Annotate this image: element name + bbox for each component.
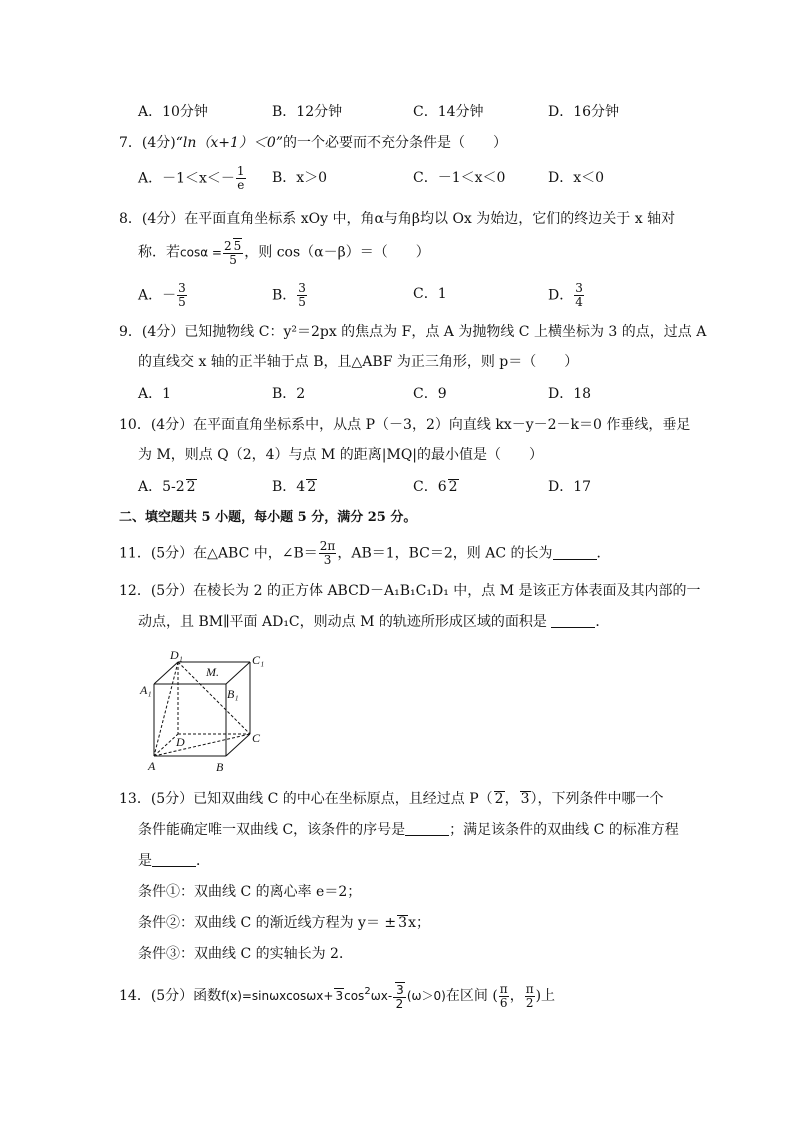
fraction-numerator	[223, 238, 243, 254]
edge-b1-c1	[226, 662, 250, 684]
q7-option-d: D．x＜0	[548, 170, 605, 186]
fraction-denominator: 5	[178, 295, 186, 309]
q14-func-fraction	[393, 982, 406, 1011]
q12-answer-blank	[551, 613, 595, 628]
fraction-numerator: π	[499, 981, 508, 996]
q10-option-a-radical: 2	[186, 479, 196, 495]
q13-line1	[119, 789, 664, 809]
q14-func-part-c: ωx-	[370, 989, 393, 1003]
q8-line2-pre: 称．若	[138, 244, 180, 261]
q13-line1-post: ），下列条件中哪一个	[530, 791, 664, 807]
fraction-numerator: 3	[575, 281, 583, 295]
q10-option-b	[272, 477, 317, 497]
q8-option-d	[548, 282, 585, 309]
q13-condition-2	[138, 913, 430, 933]
q11-post: ，AB＝1，BC＝2，则 AC 的长为	[337, 545, 553, 562]
q8-option-d-label: D．	[548, 287, 574, 304]
q13-line2	[138, 820, 679, 840]
edge-b-c	[226, 734, 250, 756]
q7-condition: “ln（x+1）＜0”	[175, 135, 283, 151]
q8-num-coef: 2	[223, 239, 232, 253]
q14-func-exponent: 2	[364, 986, 371, 997]
q10-line2: 为 M，则点 Q（2，4）与点 M 的距离|MQ|的最小值是（ ）	[138, 447, 544, 463]
q13-cond2-pre: 条件②：双曲线 C 的渐近线方程为 y＝ ±	[138, 915, 397, 931]
q11-pre: 11．(5分）在△ABC 中，∠B＝	[119, 545, 318, 562]
q14-function	[221, 983, 446, 1011]
diag-a-c	[154, 734, 250, 756]
q8-cos-fraction	[223, 238, 243, 267]
label-m: M.	[206, 665, 219, 679]
q6-option-a: A．10分钟	[138, 104, 208, 120]
q14-stem	[119, 982, 555, 1011]
edge-a-d	[154, 734, 178, 756]
q13-line2-pre: 条件能确定唯一双曲线 C，该条件的序号是	[138, 822, 406, 838]
q11-end: ．	[596, 545, 611, 562]
q9-option-b: B．2	[272, 386, 306, 402]
q8-option-b-fraction	[297, 282, 307, 309]
fraction-denominator: 2	[395, 997, 404, 1011]
fraction-numerator: 2π	[319, 539, 336, 553]
q8-num-radical: 5	[233, 239, 242, 253]
q7-option-a-fraction	[236, 165, 246, 192]
q6-option-b: B．12分钟	[272, 104, 343, 120]
q14-func-radical: 3	[335, 989, 344, 1003]
q8-option-c: C．1	[413, 286, 447, 302]
label-c1: C₁	[252, 653, 265, 667]
q13-blank-2	[152, 852, 196, 867]
q9-line2: 的直线交 x 轴的正半轴于点 B，且△ABF 为正三角形，则 p＝（ ）	[138, 354, 579, 370]
q6-option-d: D．16分钟	[548, 104, 620, 120]
q7-option-b: B．x＞0	[272, 170, 328, 186]
q11-answer-blank	[553, 545, 597, 560]
q10-option-a-label: A．5-2	[138, 479, 185, 495]
fraction-numerator: 3	[298, 281, 306, 295]
q12-line2-text: 动点，且 BM∥平面 AD₁C，则动点 M 的轨迹所形成区域的面积是	[138, 614, 547, 630]
q8-option-a-fraction	[177, 282, 187, 309]
q13-condition-1: 条件①：双曲线 C 的离心率 e＝2；	[138, 884, 362, 900]
q12-line1: 12．(5分）在棱长为 2 的正方体 ABCD－A₁B₁C₁D₁ 中，点 M 是该正方体表面及其内部的一	[119, 583, 701, 599]
q10-option-c-label: C．6	[413, 479, 447, 495]
cube-figure	[138, 646, 278, 776]
label-b: B	[216, 760, 224, 774]
q14-func-part-b: cos	[344, 989, 365, 1003]
fraction-numerator: 1	[236, 164, 245, 178]
label-d1: D₁	[170, 648, 183, 662]
diag-d1-a	[154, 662, 178, 756]
q7-stem	[119, 133, 507, 153]
q9-option-a: A．1	[138, 386, 172, 402]
q10-option-d: D．17	[548, 479, 592, 495]
q13-line3	[138, 851, 210, 871]
q13-blank-1	[405, 821, 449, 836]
q8-option-a-label: A．－	[138, 287, 177, 304]
q13-line2-post: ；满足该条件的双曲线 C 的标准方程	[449, 822, 679, 838]
section-heading: 二、填空题共 5 小题，每小题 5 分，满分 25 分。	[119, 510, 417, 525]
q7-number: 7．(4分)	[119, 135, 176, 151]
q14-interval-right	[525, 983, 535, 1010]
q13-comma: ，	[504, 791, 519, 807]
edge-a1-d1	[154, 662, 178, 684]
q14-func-part-a: f(x)=sinωxcosωx+	[221, 989, 334, 1003]
q7-option-a	[138, 165, 247, 192]
q10-option-c	[413, 477, 459, 497]
q12-line2	[138, 612, 609, 632]
q13-line3-end: ．	[196, 853, 210, 869]
q7-option-a-text: A．－1＜x＜－	[138, 170, 235, 187]
q10-option-c-radical: 2	[448, 479, 458, 495]
q8-line2	[138, 238, 430, 267]
q6-option-c: C．14分钟	[413, 104, 484, 120]
q10-line1: 10．(4分）在平面直角坐标系中，从点 P（－3，2）向直线 kx－y－2－k＝0 作垂线，垂足	[119, 417, 691, 433]
q8-option-a	[138, 282, 188, 309]
q8-line1: 8．(4分）在平面直角坐标系 xOy 中，角α与角β均以 Ox 为始边，它们的终边关于 x 轴对	[119, 211, 676, 227]
q13-radical-3: 3	[520, 791, 530, 807]
q13-cond2-radical: 3	[398, 915, 408, 931]
q10-option-a	[138, 477, 197, 497]
q14-post: )上	[535, 988, 556, 1004]
fraction-denominator: 5	[229, 253, 237, 267]
fraction-denominator: 5	[298, 295, 306, 309]
label-c: C	[252, 731, 261, 745]
label-b1: B₁	[227, 687, 239, 701]
q11-stem	[119, 540, 611, 567]
q9-line1: 9．(4分）已知抛物线 C：y²＝2px 的焦点为 F，点 A 为抛物线 C 上横坐标为 3 的点，过点 A	[119, 324, 707, 340]
fraction-denominator: e	[237, 178, 245, 192]
q8-option-b	[272, 282, 308, 309]
q9-option-c: C．9	[413, 386, 447, 402]
q10-option-b-radical: 2	[307, 479, 317, 495]
q14-frac-radical: 3	[396, 983, 404, 997]
fraction-denominator: 2	[525, 995, 534, 1010]
q14-condition: (ω＞0)	[406, 989, 446, 1003]
q13-cond2-post: x；	[408, 915, 430, 931]
q8-option-d-fraction	[574, 282, 584, 309]
q12-end: ．	[595, 614, 610, 630]
q14-interval-left	[499, 983, 509, 1010]
q10-option-b-label: B．4	[272, 479, 306, 495]
q8-cos-label: cosα =	[180, 245, 222, 260]
q14-pre: 14．(5分）函数	[119, 988, 222, 1004]
q8-line2-post: ，则 cos（α－β）＝（ ）	[244, 244, 430, 261]
q13-condition-3: 条件③：双曲线 C 的实轴长为 2．	[138, 946, 353, 962]
q9-option-d: D．18	[548, 386, 592, 402]
q7-stem-text: 的一个必要而不充分条件是（ ）	[283, 135, 507, 151]
label-a1: A₁	[140, 683, 152, 697]
q7-option-c: C．－1＜x＜0	[413, 170, 506, 186]
q8-option-b-label: B．	[272, 287, 297, 304]
q11-angle-fraction	[319, 540, 337, 567]
fraction-denominator: 3	[323, 553, 332, 567]
q13-radical-2: 2	[494, 791, 504, 807]
label-a: A	[148, 759, 156, 773]
q14-comma: ，	[509, 988, 524, 1004]
label-d: D	[176, 735, 185, 749]
fraction-denominator: 6	[499, 995, 508, 1010]
q14-mid: 在区间 (	[445, 988, 498, 1004]
q13-line1-pre: 13．(5分）已知双曲线 C 的中心在坐标原点，且经过点 P（	[119, 791, 493, 807]
fraction-numerator	[393, 982, 406, 998]
fraction-denominator: 4	[575, 295, 583, 309]
q13-line3-pre: 是	[138, 853, 152, 869]
fraction-numerator: π	[525, 981, 534, 996]
fraction-numerator: 3	[178, 281, 186, 295]
